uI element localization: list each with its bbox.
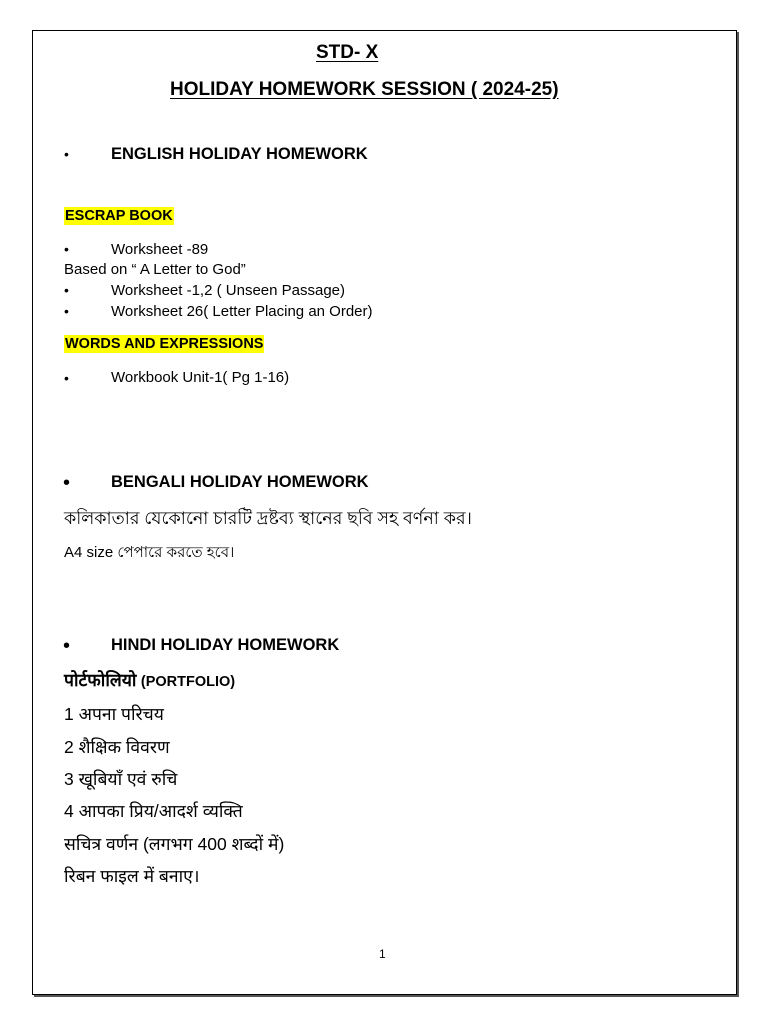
bengali-heading: BENGALI HOLIDAY HOMEWORK xyxy=(111,473,369,491)
portfolio-english: (PORTFOLIO) xyxy=(140,674,236,690)
worksheet-26: Worksheet 26( Letter Placing an Order) xyxy=(111,303,373,320)
hindi-line-5: सचित्र वर्णन (लगभग 400 शब्दों में) xyxy=(64,834,285,854)
scrap-book-label: ESCRAP BOOK xyxy=(65,208,173,224)
bengali-line-1: কলিকাতার যেকোনো চারটি দ্রষ্টব্য স্থানের ছবি সহ বর্ণনা কর। xyxy=(64,508,472,528)
hindi-line-2: 2 शैक्षिक विवरण xyxy=(64,737,170,757)
bengali-line-2: A4 size পেপারে করতে হবে। xyxy=(64,544,235,561)
worksheet-89: Worksheet -89 xyxy=(111,241,209,258)
page-number: 1 xyxy=(379,947,386,961)
bullet-icon: • xyxy=(64,303,69,319)
bullet-icon: • xyxy=(63,635,71,657)
hindi-line-6: रिबन फाइल में बनाए। xyxy=(64,866,200,886)
hindi-line-3: 3 खूबियाँ एवं रुचि xyxy=(64,769,178,789)
bullet-icon: • xyxy=(63,472,71,494)
bullet-icon: • xyxy=(64,241,69,257)
portfolio-label xyxy=(64,668,235,692)
letter-to-god-note: Based on “ A Letter to God” xyxy=(64,261,246,278)
bullet-icon: • xyxy=(64,282,69,298)
bullet-icon: • xyxy=(64,146,69,162)
hindi-heading: HINDI HOLIDAY HOMEWORK xyxy=(111,636,340,654)
portfolio-hindi: पोर्टफोलियो xyxy=(64,670,137,690)
hindi-line-4: 4 आपका प्रिय/आदर्श व्यक्ति xyxy=(64,801,243,821)
words-expressions-label: WORDS AND EXPRESSIONS xyxy=(65,336,264,352)
session-title: HOLIDAY HOMEWORK SESSION ( 2024-25) xyxy=(170,79,559,100)
bullet-icon: • xyxy=(64,370,69,386)
hindi-line-1: 1 अपना परिचय xyxy=(64,704,164,724)
english-heading: ENGLISH HOLIDAY HOMEWORK xyxy=(111,145,368,163)
worksheet-1-2: Worksheet -1,2 ( Unseen Passage) xyxy=(111,282,346,299)
std-title: STD- X xyxy=(316,42,379,63)
workbook-unit-1: Workbook Unit-1( Pg 1-16) xyxy=(111,369,290,386)
